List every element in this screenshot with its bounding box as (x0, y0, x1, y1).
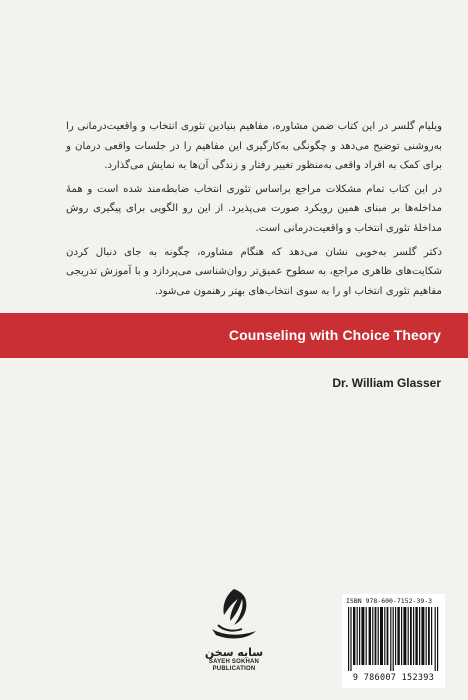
english-title: Counseling with Choice Theory (228, 327, 441, 343)
publisher-name-english-2: PUBLICATION (212, 666, 256, 672)
barcode-digits: 9 786007 152393 (352, 673, 435, 683)
isbn-text: ISBN 978-600-7152-39-3 (346, 597, 433, 605)
publisher-name-english-1: SAYEH SOKHAN (208, 659, 260, 665)
quill-feather-icon (204, 585, 264, 645)
publisher-logo (192, 585, 276, 685)
barcode-icon (348, 607, 439, 671)
blurb-paragraph-1: ویلیام گلسر در این کتاب ضمن مشاوره، مفاهیم بنیادین تئوری انتخاب و واقعیت‌درمانی را به‌روشنی توضیح می‌دهد و چگونگی به‌کارگیری این مفاهیم را در جلسات واقعی درمان و برای کمک به افراد واقعی به‌منظور تغییر رفتار و زندگی آن‌ها به نمایش می‌گذارد. (66, 121, 442, 172)
blurb-paragraph-3: دکتر گلسر به‌خوبی نشان می‌دهد که هنگام مشاوره، چگونه به جای دنبال کردن شکایت‌های ظاهری مراجع، به سطوح عمیق‌تر روان‌شناسی می‌پردازد و با آموزش تدریجی مفاهیم تئوری انتخاب او را به سوی انتخاب‌های بهتر رهنمون می‌شود. (66, 246, 442, 297)
english-author: Dr. William Glasser (332, 376, 441, 390)
blurb-paragraph-2: در این کتاب تمام مشکلات مراجع براساس تئوری انتخاب ضابطه‌مند شده است و همهٔ مداخله‌ها بر مبنای همین رویکرد صورت می‌پذیرد. از این رو الگویی برای پیگیری روش مداخلهٔ تئوری انتخاب و واقعیت‌درمانی است. (66, 183, 442, 234)
publisher-name-persian: سایه سخن (204, 646, 264, 659)
title-band (0, 313, 468, 358)
barcode-box (342, 594, 445, 688)
back-cover-blurb (66, 117, 442, 305)
